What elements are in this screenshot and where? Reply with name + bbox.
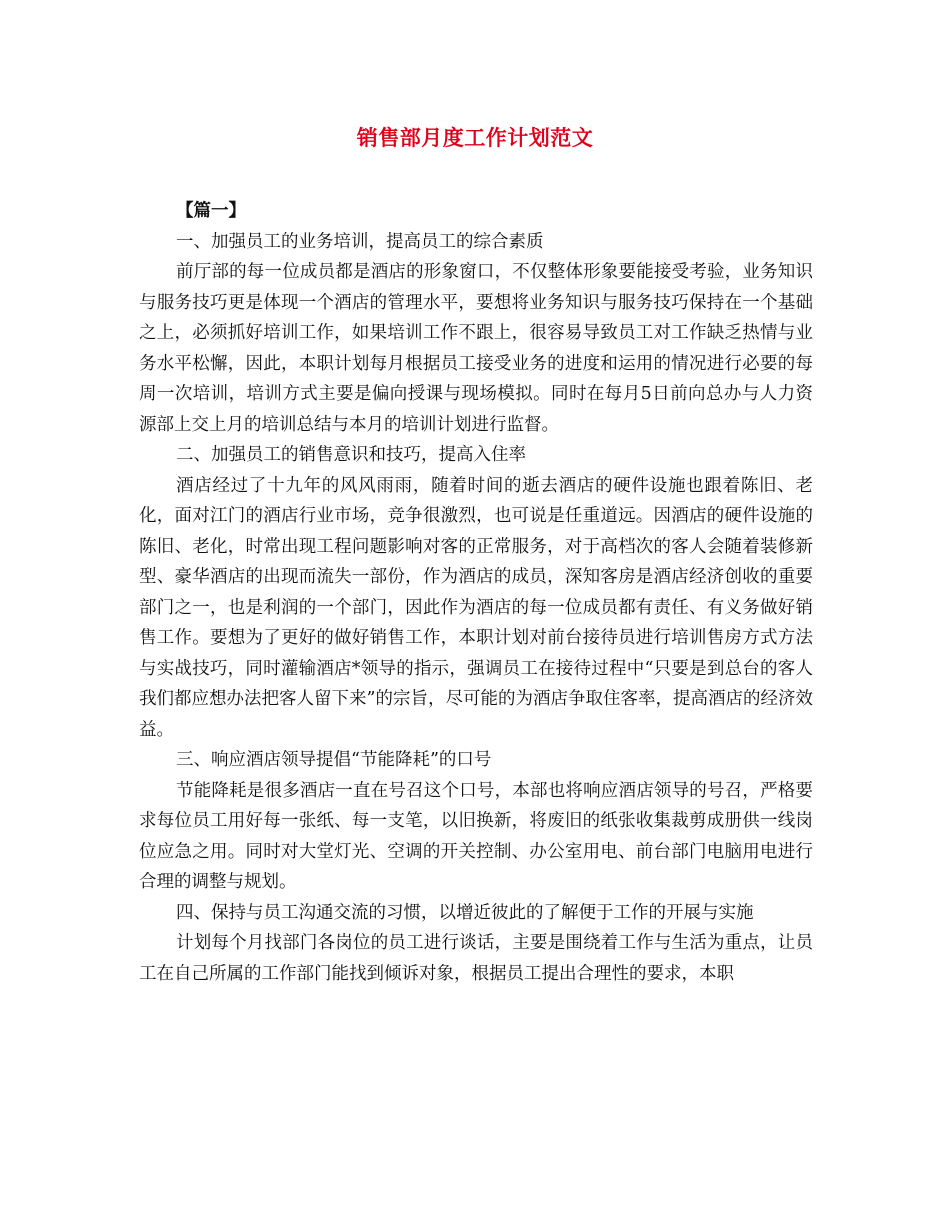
document-body (139, 196, 813, 989)
section-heading-4: 四、保持与员工沟通交流的习惯，以增近彼此的了解便于工作的开展与实施 (176, 902, 754, 923)
paragraph-1: 前厅部的每一位成员都是酒店的形象窗口，不仅整体形象要能接受考验，业务知识与服务技巧更是体现一个酒店的管理水平，要想将业务知识与服务技巧保持在一个基础之上，必须抓好培训工作，如果培训工作不跟上，很容易导致员工对工作缺乏热情与业务水平松懈，因此，本职计划每月根据员工接受业务的进度和运用的情况进行必要的每周一次培训，培训方式主要是偏向授课与现场模拟。同时在每月5日前向总办与人力资源部上交上月的培训总结与本月的培训计划进行监督。 (139, 262, 813, 435)
paragraph-2: 酒店经过了十九年的风风雨雨，随着时间的逝去酒店的硬件设施也跟着陈旧、老化，面对江门的酒店行业市场，竞争很激烈，也可说是任重道远。因酒店的硬件设施的陈旧、老化，时常出现工程问题影响对客的正常服务，对于高档次的客人会随着装修新型、豪华酒店的出现而流失一部份，作为酒店的成员，深知客房是酒店经济创收的重要部门之一，也是利润的一个部门，因此作为酒店的每一位成员都有责任、有义务做好销售工作。要想为了更好的做好销售工作，本职计划对前台接待员进行培训售房方式方法与实战技巧，同时灌输酒店*领导的指示，强调员工在接待过程中“只要是到总台的客人我们都应想办法把客人留下来”的宗旨，尽可能的为酒店争取住客率，提高酒店的经济效益。 (139, 475, 813, 740)
paragraph-3: 节能降耗是很多酒店一直在号召这个口号，本部也将响应酒店领导的号召，严格要求每位员工用好每一张纸、每一支笔，以旧换新，将废旧的纸张收集裁剪成册供一线岗位应急之用。同时对大堂灯光、空调的开关控制、办公室用电、前台部门电脑用电进行合理的调整与规划。 (139, 780, 813, 892)
section-tag: 【篇一】 (176, 201, 246, 221)
section-heading-3: 三、响应酒店领导提倡“节能降耗”的口号 (176, 750, 492, 770)
section-heading-1: 一、加强员工的业务培训，提高员工的综合素质 (176, 231, 544, 252)
section-heading-2: 二、加强员工的销售意识和技巧，提高入住率 (176, 445, 526, 465)
document-title: 销售部月度工作计划范文 (356, 125, 594, 150)
paragraph-4: 计划每个月找部门各岗位的员工进行谈话，主要是围绕着工作与生活为重点，让员工在自己所属的工作部门能找到倾诉对象，根据员工提出合理性的要求，本职 (139, 933, 813, 984)
